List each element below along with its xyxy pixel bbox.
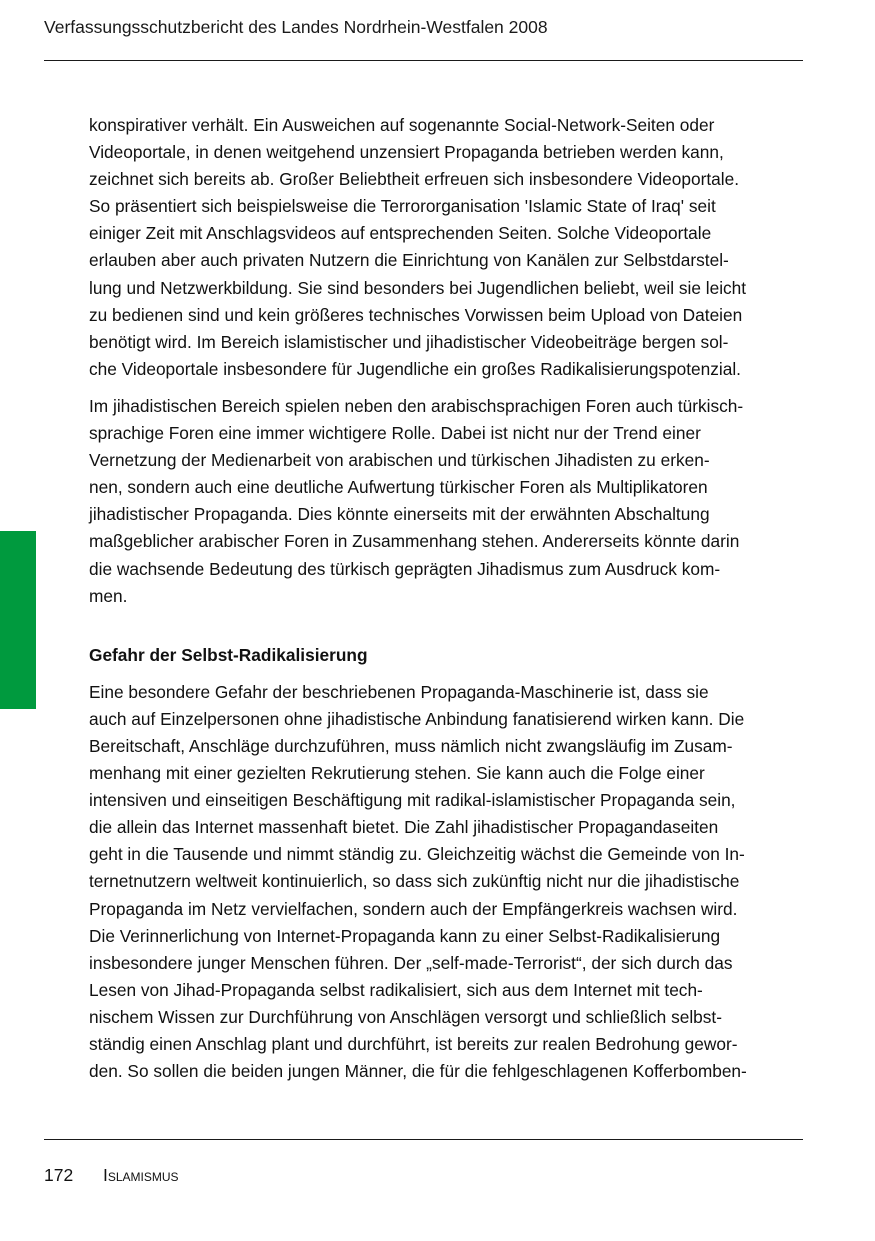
text-line: lung und Netzwerkbildung. Sie sind besonders bei Jugendlichen beliebt, weil sie leicht — [89, 277, 747, 298]
text-line: maßgeblicher arabischer Foren in Zusammenhang stehen. Andererseits könnte darin — [89, 531, 740, 552]
text-line: sprachige Foren eine immer wichtigere Rolle. Dabei ist nicht nur der Trend einer — [89, 423, 701, 444]
text-line: jihadistischer Propaganda. Dies könnte einerseits mit der erwähnten Abschaltung — [89, 504, 710, 525]
text-line: den. So sollen die beiden jungen Männer, die für die fehlgeschlagenen Kofferbomben- — [89, 1061, 747, 1082]
text-line: Videoportale, in denen weitgehend unzensiert Propaganda betrieben werden kann, — [89, 142, 724, 163]
text-line: insbesondere junger Menschen führen. Der „self-made-Terrorist“, der sich durch das — [89, 952, 733, 973]
text-line: intensiven und einseitigen Beschäftigung mit radikal-islamistischer Propaganda sein, — [89, 790, 736, 811]
text-line: Vernetzung der Medienarbeit von arabischen und türkischen Jihadisten zu erken- — [89, 450, 710, 471]
header-rule — [44, 60, 803, 61]
text-line: Im jihadistischen Bereich spielen neben den arabischsprachigen Foren auch türkisch- — [89, 395, 744, 416]
text-line: konspirativer verhält. Ein Ausweichen auf sogenannte Social-Network-Seiten oder — [89, 115, 715, 135]
text-line: nen, sondern auch eine deutliche Aufwertung türkischer Foren als Multiplikatoren — [89, 477, 708, 498]
text-line: So präsentiert sich beispielsweise die Terrororganisation 'Islamic State of Iraq' seit — [89, 196, 716, 217]
footer-section-label: Islamismus — [103, 1165, 179, 1185]
text-line: zu bedienen sind und kein größeres technisches Vorwissen beim Upload von Dateien — [89, 304, 743, 325]
text-line: men. — [89, 585, 128, 606]
paragraph — [89, 112, 809, 383]
paragraph — [89, 393, 809, 610]
text-line: Die Verinnerlichung von Internet-Propaganda kann zu einer Selbst-Radikalisierung — [89, 925, 721, 946]
main-content — [89, 112, 809, 1085]
text-line: Propaganda im Netz vervielfachen, sondern auch der Empfängerkreis wachsen wird. — [89, 898, 738, 919]
text-line: ternetnutzern weltweit kontinuierlich, so dass sich zukünftig nicht nur die jihadistische — [89, 871, 740, 892]
text-line: menhang mit einer gezielten Rekrutierung stehen. Sie kann auch die Folge einer — [89, 763, 705, 784]
text-line: ständig einen Anschlag plant und durchführt, ist bereits zur realen Bedrohung gewor- — [89, 1034, 738, 1054]
page-number: 172 — [44, 1165, 74, 1185]
paragraph — [89, 679, 809, 1085]
text-line: die allein das Internet massenhaft bietet. Die Zahl jihadistischer Propagandaseiten — [89, 817, 719, 838]
section-heading: Gefahr der Selbst-Radikalisierung — [89, 644, 368, 665]
text-line: zeichnet sich bereits ab. Großer Beliebtheit erfreuen sich insbesondere Videoportale. — [89, 169, 740, 190]
text-line: Eine besondere Gefahr der beschriebenen Propaganda-Maschinerie ist, dass sie — [89, 681, 709, 702]
header-title: Verfassungsschutzbericht des Landes Nordrhein-Westfalen 2008 — [44, 17, 548, 37]
text-line: nischem Wissen zur Durchführung von Anschlägen versorgt und schließlich selbst- — [89, 1006, 722, 1027]
text-line: erlauben aber auch privaten Nutzern die Einrichtung von Kanälen zur Selbstdarstel- — [89, 250, 729, 271]
text-line: Lesen von Jihad-Propaganda selbst radikalisiert, sich aus dem Internet mit tech- — [89, 979, 703, 1000]
text-line: die wachsende Bedeutung des türkisch geprägten Jihadismus zum Ausdruck kom- — [89, 558, 721, 579]
text-line: Bereitschaft, Anschläge durchzuführen, muss nämlich nicht zwangsläufig im Zusam- — [89, 735, 733, 756]
chapter-marker-tab — [0, 531, 36, 709]
text-line: einiger Zeit mit Anschlagsvideos auf entsprechenden Seiten. Solche Videoportale — [89, 223, 712, 244]
text-line: geht in die Tausende und nimmt ständig zu. Gleichzeitig wächst die Gemeinde von In- — [89, 844, 745, 865]
text-line: auch auf Einzelpersonen ohne jihadistische Anbindung fanatisierend wirken kann. Die — [89, 708, 745, 729]
footer-rule — [44, 1139, 803, 1140]
text-line: benötigt wird. Im Bereich islamistischer und jihadistischer Videobeiträge bergen sol- — [89, 331, 729, 352]
text-line: che Videoportale insbesondere für Jugendliche ein großes Radikalisierungspotenzial. — [89, 358, 741, 379]
